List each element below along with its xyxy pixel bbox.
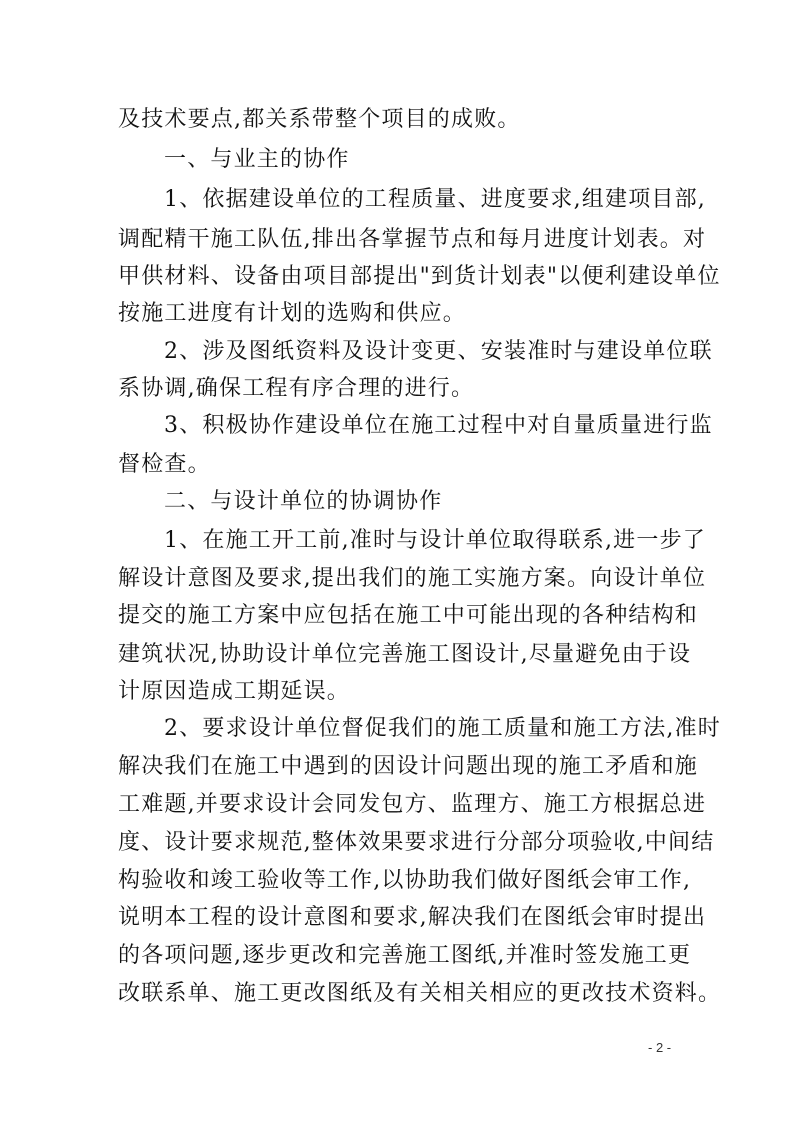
text-line: 构验收和竣工验收等工作,以协助我们做好图纸会审工作, [118,868,692,893]
text-line: 2、要求设计单位督促我们的施工质量和施工方法,准时 [164,716,721,741]
text-line: 甲供材料、设备由项目部提出"到货计划表"以便利建设单位 [118,264,721,289]
text-line: 的各项问题,逐步更改和完善施工图纸,并准时签发施工更 [118,943,692,968]
section-heading: 一、与业主的协作 [164,147,350,172]
text-line: 建筑状况,协助设计单位完善施工图设计,尽量避免由于设 [118,642,692,667]
text-line: 度、设计要求规范,整体效果要求进行分部分项验收,中间结 [118,830,715,855]
text-line: 计原因造成工期延误。 [118,679,351,704]
text-line: 2、涉及图纸资料及设计变更、安装准时与建设单位联 [164,339,713,364]
text-line: 按施工进度有计划的选购和供应。 [118,301,467,326]
text-line: 1、在施工开工前,准时与设计单位取得联系,进一步了 [164,528,706,553]
text-line: 改联系单、施工更改图纸及有关相关相应的更改技术资料。 [118,981,722,1006]
text-line: 系协调,确保工程有序合理的进行。 [118,376,475,401]
text-line: 工难题,并要求设计会同发包方、监理方、施工方根据总进 [118,792,707,817]
text-line: 解设计意图及要求,提出我们的施工实施方案。向设计单位 [118,566,707,591]
text-line: 督检查。 [118,452,211,477]
text-line: 1、依据建设单位的工程质量、进度要求,组建项目部, [164,187,706,212]
text-line: 3、积极协作建设单位在施工过程中对自量质量进行监 [164,413,713,438]
text-line: 说明本工程的设计意图和要求,解决我们在图纸会审时提出 [118,905,707,930]
text-line: 调配精干施工队伍,排出各掌握节点和每月进度计划表。对 [118,227,707,252]
page-number: - 2 - [648,1040,672,1055]
text-line: 提交的施工方案中应包括在施工中可能出现的各种结构和 [118,603,699,628]
text-line: 解决我们在施工中遇到的因设计问题出现的施工矛盾和施 [118,754,699,779]
section-heading: 二、与设计单位的协调协作 [164,489,443,514]
text-line: 及技术要点,都关系带整个项目的成败。 [118,107,521,132]
